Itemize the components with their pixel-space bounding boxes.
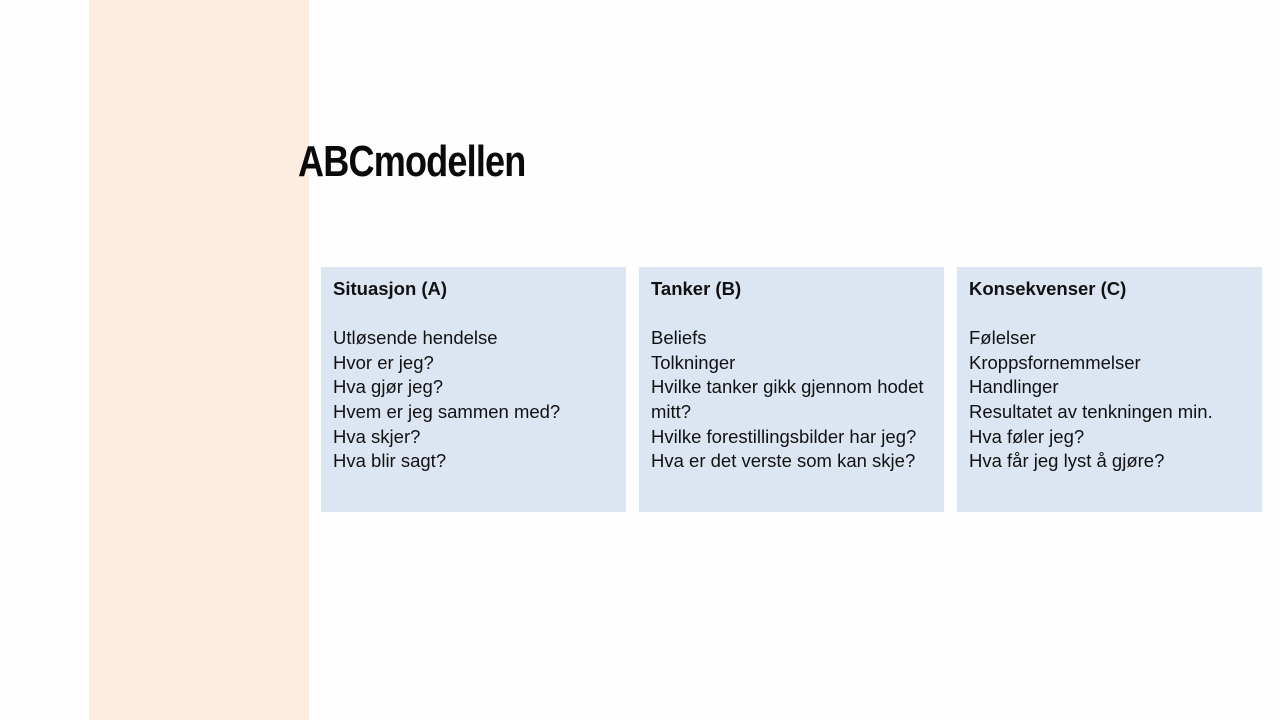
box-line: Hvor er jeg? <box>333 351 434 373</box>
box-line: Følelser <box>969 327 1036 349</box>
box-line: Resultatet av tenkningen min. <box>969 400 1213 422</box>
box-heading: Konsekvenser (C) <box>969 278 1127 299</box>
box-line: Hva skjer? <box>333 425 421 447</box>
box-line: Hva får jeg lyst å gjøre? <box>969 450 1165 472</box>
box-tanker <box>639 267 944 512</box>
box-line: Hva blir sagt? <box>333 450 447 472</box>
slide-title: ABCmodellen <box>298 137 526 186</box>
box-konsekvenser <box>957 267 1262 512</box>
box-heading: Situasjon (A) <box>333 278 448 299</box>
box-line: Hva er det verste som kan skje? <box>651 450 916 472</box>
box-heading: Tanker (B) <box>651 278 742 299</box>
box-line: Hvem er jeg sammen med? <box>333 400 561 422</box>
box-line: Hvilke forestillingsbilder har jeg? <box>651 425 917 447</box>
box-line: Beliefs <box>651 327 707 349</box>
box-line: Hva føler jeg? <box>969 425 1085 447</box>
box-line: Hvilke tanker gikk gjennom hodet mitt? <box>651 376 924 422</box>
box-line: Hva gjør jeg? <box>333 376 444 398</box>
accent-band <box>89 0 309 720</box>
box-situasjon <box>321 267 626 512</box>
box-line: Handlinger <box>969 376 1059 398</box>
box-line: Kroppsfornemmelser <box>969 351 1141 373</box>
box-line: Tolkninger <box>651 351 736 373</box>
box-line: Utløsende hendelse <box>333 327 498 349</box>
